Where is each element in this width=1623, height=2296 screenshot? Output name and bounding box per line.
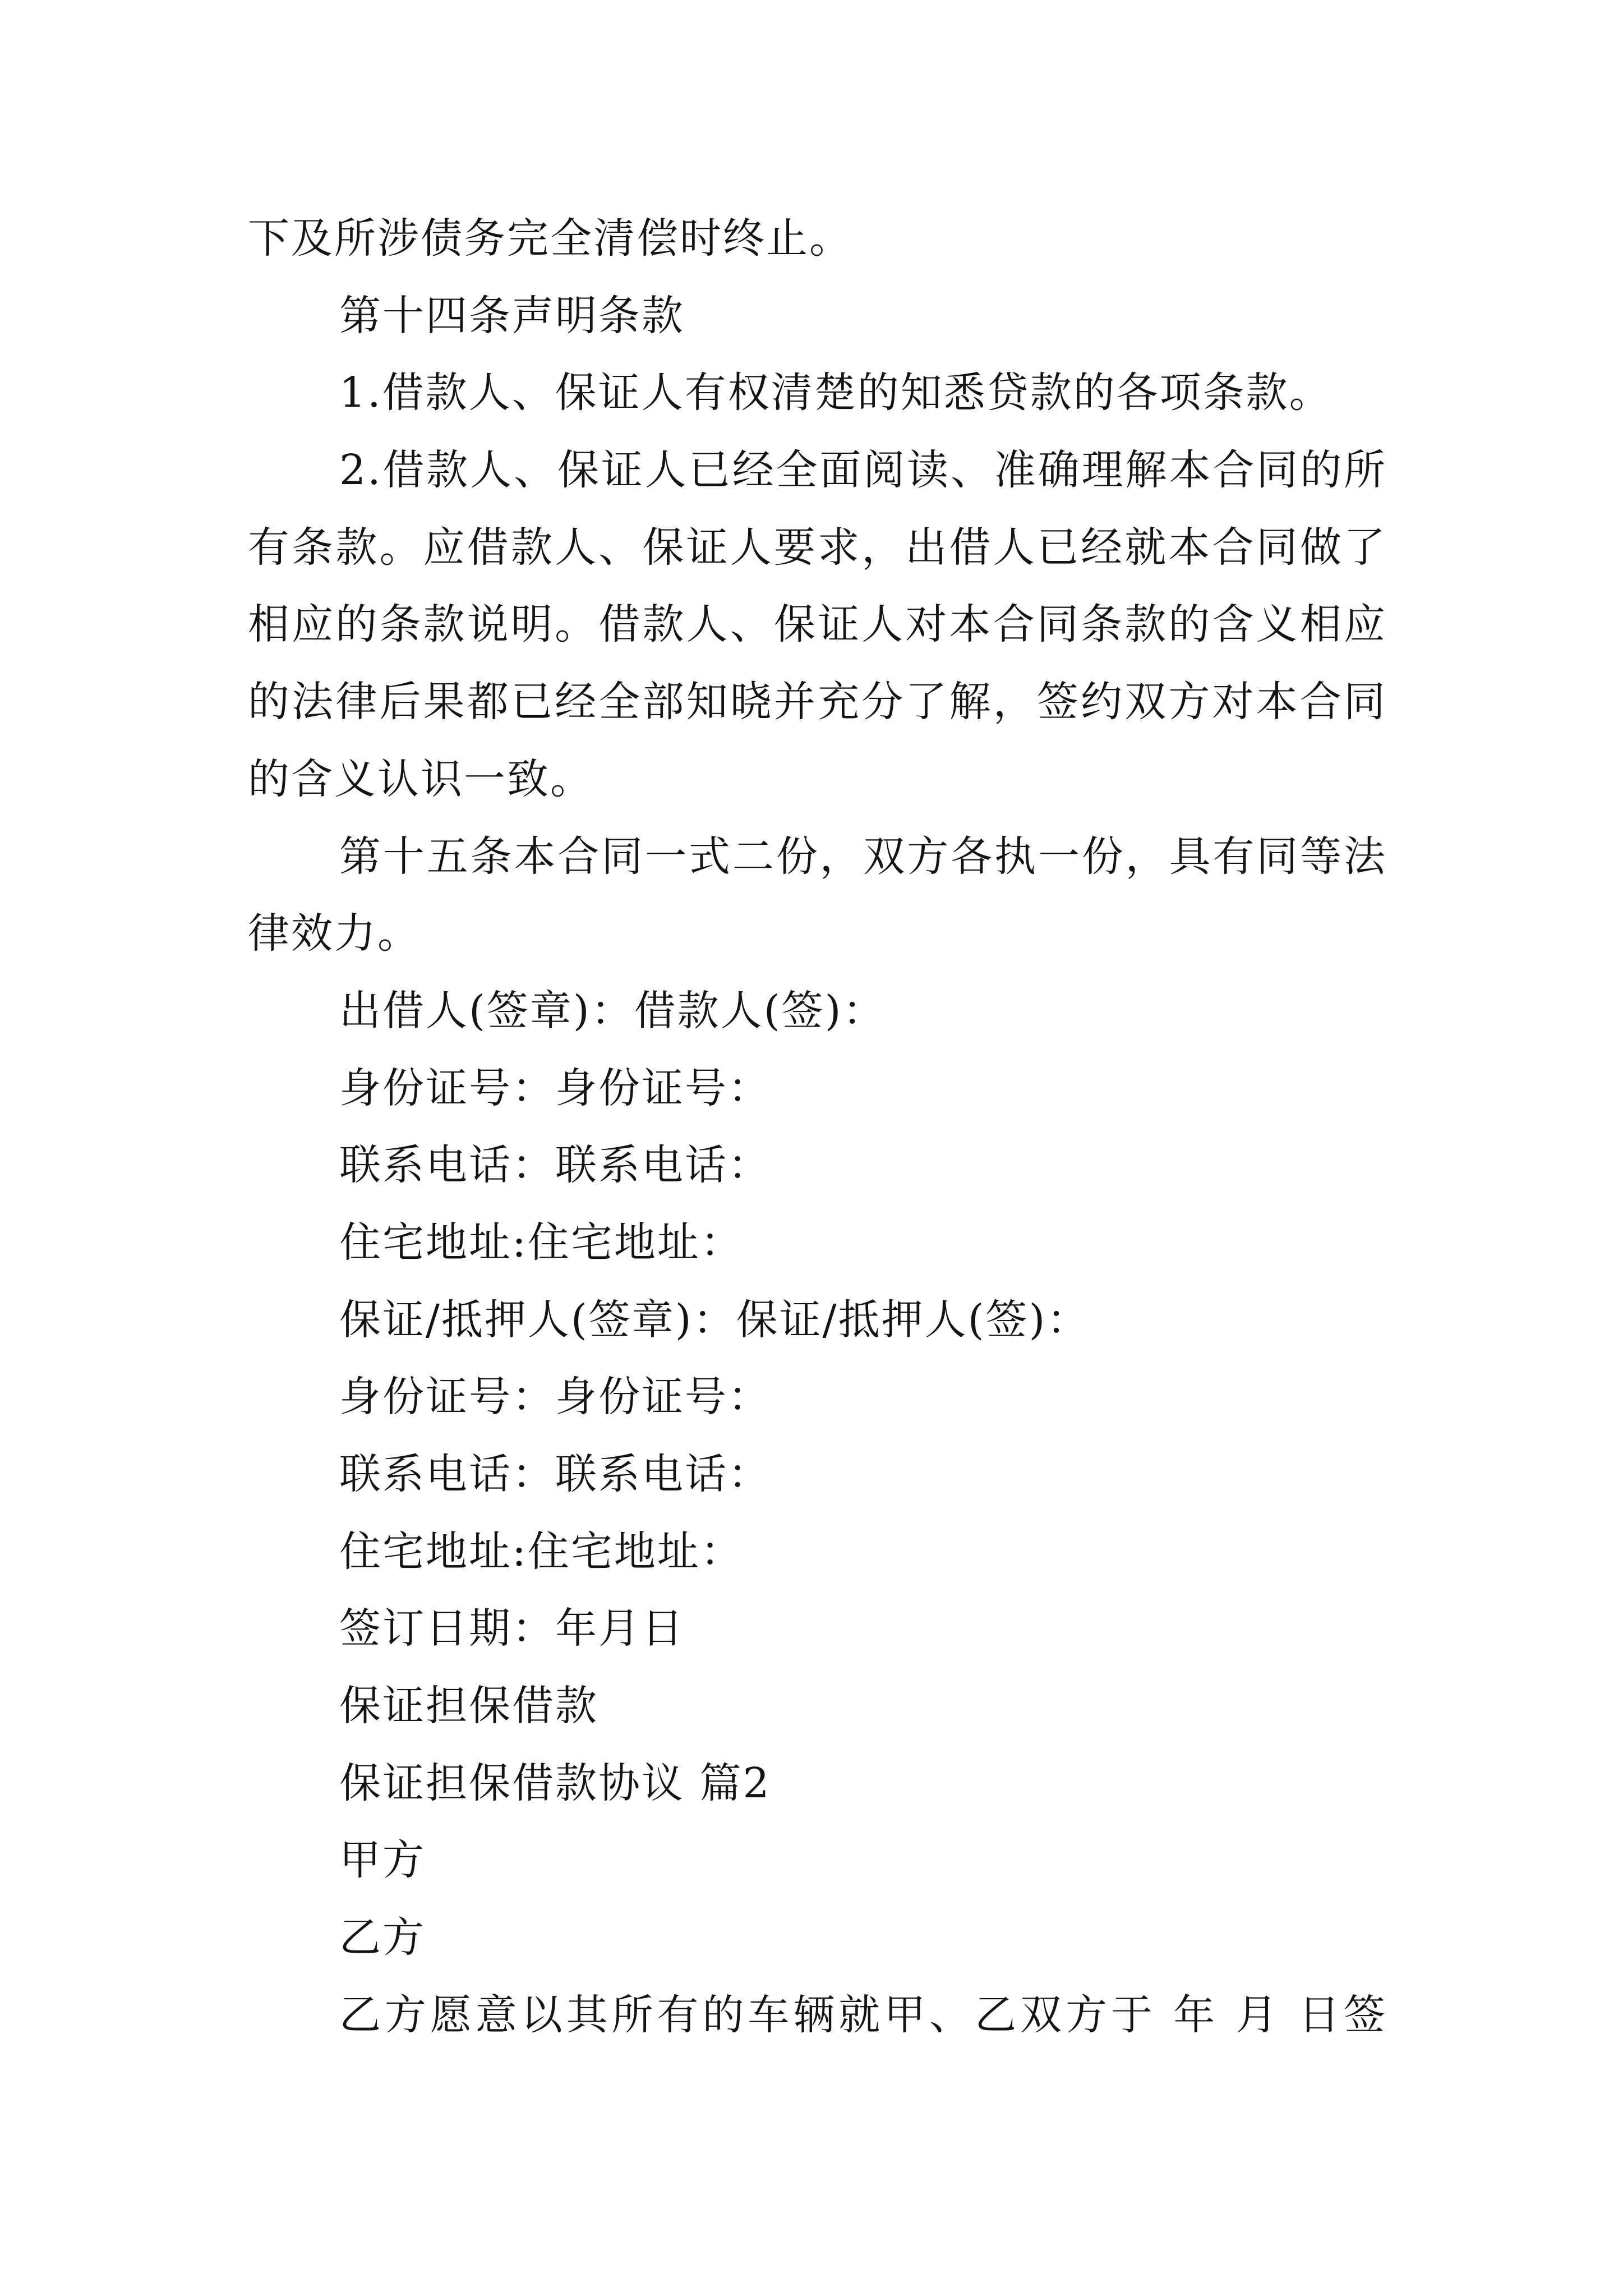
signing-date-line: 签订日期：年月日: [339, 1604, 685, 1653]
clause-14-heading: 第十四条声明条款: [339, 291, 685, 340]
clause-14-item-2-line-4: 的法律后果都已经全部知晓并充分了解，签约双方对本合同: [248, 678, 1387, 726]
lender-borrower-signature-line: 出借人(签章)：借款人(签)：: [339, 986, 886, 1035]
debt-termination-continuation: 下及所涉债务完全清偿时终止。: [248, 214, 852, 263]
lender-borrower-id-number-line: 身份证号：身份证号：: [339, 1064, 771, 1112]
guarantor-address-line: 住宅地址:住宅地址：: [339, 1527, 744, 1576]
clause-15-line-2: 律效力。: [248, 909, 421, 958]
lender-borrower-address-line: 住宅地址:住宅地址：: [339, 1218, 744, 1267]
guarantor-signature-line: 保证/抵押人(签章)：保证/抵押人(签)：: [339, 1295, 1090, 1344]
clause-14-item-2-line-2: 有条款。应借款人、保证人要求，出借人已经就本合同做了: [248, 523, 1387, 572]
party-b-label: 乙方: [339, 1913, 426, 1962]
lender-borrower-phone-line: 联系电话：联系电话：: [339, 1141, 771, 1190]
clause-15-line-1: 第十五条本合同一式二份，双方各执一份，具有同等法: [339, 832, 1387, 881]
party-b-pledge-statement: 乙方愿意以其所有的车辆就甲、乙双方于 年 月 日签: [339, 1990, 1387, 2039]
clause-14-item-2-line-5: 的含义认识一致。: [248, 754, 593, 803]
clause-14-item-2-line-1: 2.借款人、保证人已经全面阅读、准确理解本合同的所: [339, 446, 1387, 495]
clause-14-item-1: 1.借款人、保证人有权清楚的知悉贷款的各项条款。: [339, 369, 1332, 417]
party-a-label: 甲方: [339, 1836, 426, 1885]
guarantor-phone-line: 联系电话：联系电话：: [339, 1450, 771, 1498]
guarantor-id-number-line: 身份证号：身份证号：: [339, 1373, 771, 1421]
section-title: 保证担保借款: [339, 1682, 598, 1731]
agreement-heading: 保证担保借款协议 篇2: [339, 1759, 771, 1807]
clause-14-item-2-line-3: 相应的条款说明。借款人、保证人对本合同条款的含义相应: [248, 600, 1387, 649]
document-body: [248, 200, 1387, 2054]
